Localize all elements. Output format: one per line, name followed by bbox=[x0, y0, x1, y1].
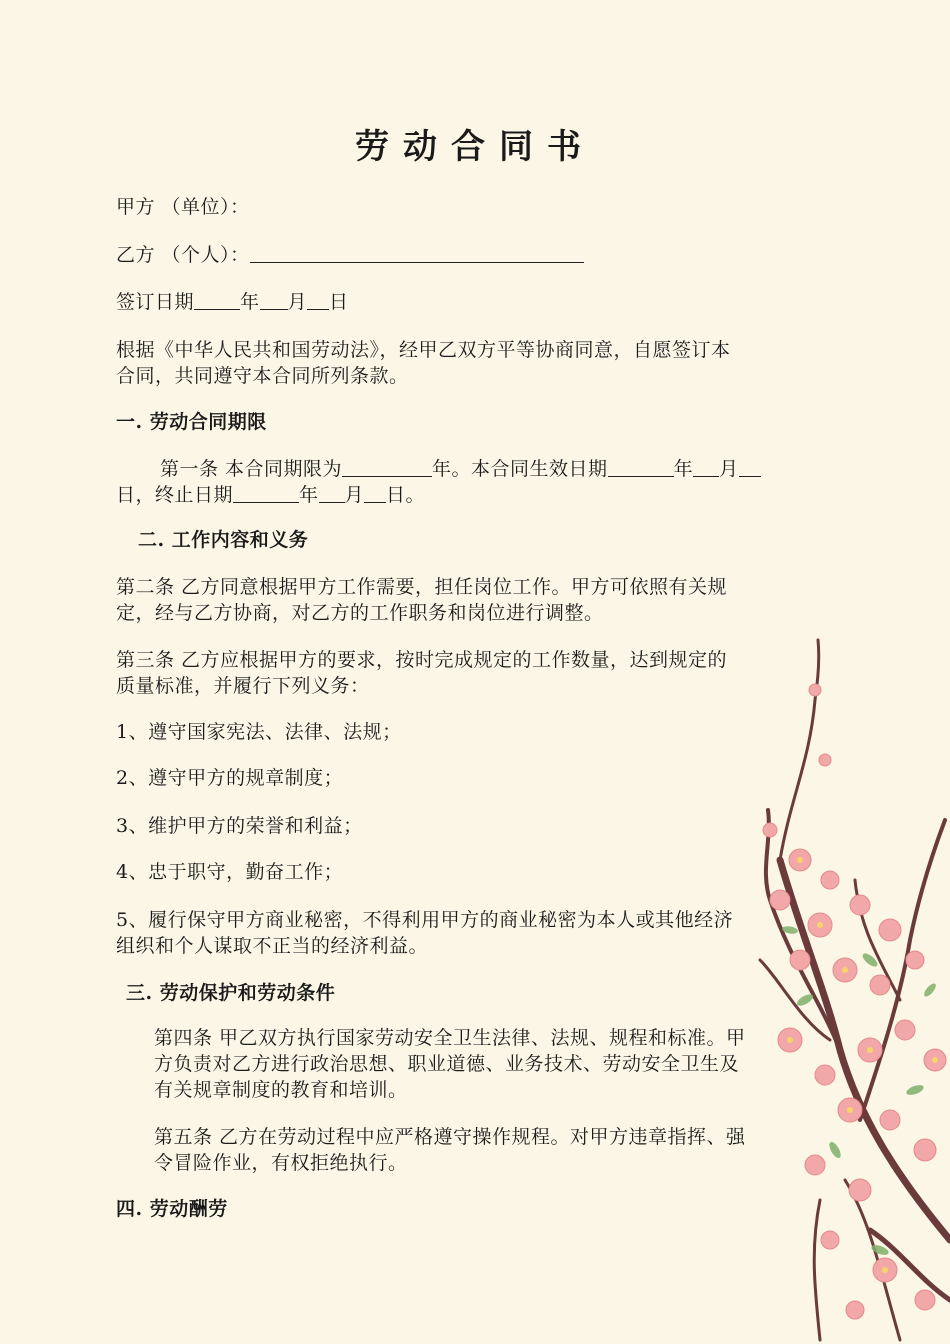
end-month-blank[interactable] bbox=[319, 482, 345, 503]
article-1-line-2 bbox=[116, 482, 425, 508]
section-2-heading: 二. 工作内容和义务 bbox=[138, 529, 309, 551]
article-5-line-2: 令冒险作业，有权拒绝执行。 bbox=[154, 1152, 408, 1174]
start-month-label: 月 bbox=[719, 458, 739, 480]
section-4-heading: 四. 劳动酬劳 bbox=[116, 1198, 228, 1220]
party-b-field bbox=[116, 242, 584, 268]
sign-year-label: 年 bbox=[240, 291, 260, 313]
end-year-blank[interactable] bbox=[233, 482, 299, 503]
sign-day-blank[interactable] bbox=[307, 289, 329, 310]
sign-date-line bbox=[116, 289, 349, 315]
article-2-line-1: 第二条 乙方同意根据甲方工作需要，担任岗位工作。甲方可依照有关规 bbox=[116, 576, 728, 598]
article-5-line-1: 第五条 乙方在劳动过程中应严格遵守操作规程。对甲方违章指挥、强 bbox=[154, 1126, 746, 1148]
sign-month-label: 月 bbox=[287, 291, 308, 313]
party-b-blank[interactable] bbox=[250, 242, 584, 263]
article-4-line-2: 方负责对乙方进行政治思想、职业道德、业务技术、劳动安全卫生及 bbox=[154, 1053, 740, 1075]
section-1-heading: 一. 劳动合同期限 bbox=[116, 411, 267, 433]
sign-year-blank[interactable] bbox=[194, 289, 240, 310]
article-1-line-1 bbox=[160, 456, 761, 482]
sign-date-prefix: 签订日期 bbox=[116, 291, 195, 313]
start-year-blank[interactable] bbox=[608, 456, 674, 477]
duty-item-5-cont: 组织和个人谋取不正当的经济利益。 bbox=[116, 935, 429, 957]
start-year-label: 年 bbox=[673, 458, 694, 480]
start-month-blank[interactable] bbox=[693, 456, 719, 477]
page-title: 劳动合同书 bbox=[355, 127, 595, 167]
section-3-heading: 三. 劳动保护和劳动条件 bbox=[126, 982, 336, 1004]
duty-item-5: 5、履行保守甲方商业秘密，不得利用甲方的商业秘密为本人或其他经济 bbox=[116, 909, 734, 931]
duty-item-1: 1、遵守国家宪法、法律、法规； bbox=[116, 721, 402, 743]
article-1-text-b: 年。本合同生效日期 bbox=[432, 458, 608, 480]
sign-month-blank[interactable] bbox=[260, 289, 288, 310]
article-3-line-1: 第三条 乙方应根据甲方的要求，按时完成规定的工作数量，达到规定的 bbox=[116, 649, 728, 671]
intro-line-2: 合同，共同遵守本合同所列条款。 bbox=[116, 365, 409, 387]
end-month-label: 月 bbox=[344, 484, 365, 506]
term-years-blank[interactable] bbox=[342, 456, 432, 477]
party-b-label: 乙方 （个人）： bbox=[116, 244, 250, 266]
end-year-label: 年 bbox=[299, 484, 319, 506]
duty-item-3: 3、维护甲方的荣誉和利益； bbox=[116, 815, 363, 837]
article-3-line-2: 质量标准，并履行下列义务： bbox=[116, 675, 370, 697]
duty-item-2: 2、遵守甲方的规章制度； bbox=[116, 767, 344, 789]
article-2-line-2: 定，经与乙方协商，对乙方的工作职务和岗位进行调整。 bbox=[116, 602, 604, 624]
article-4-line-3: 有关规章制度的教育和培训。 bbox=[154, 1079, 408, 1101]
article-1-text-a: 第一条 本合同期限为 bbox=[160, 458, 343, 480]
end-day-blank[interactable] bbox=[364, 482, 386, 503]
duty-item-4: 4、忠于职守，勤奋工作； bbox=[116, 861, 344, 883]
intro-line-1: 根据《中华人民共和国劳动法》，经甲乙双方平等协商同意，自愿签订本 bbox=[116, 339, 731, 361]
article-1-text-c: 日，终止日期 bbox=[116, 484, 234, 506]
party-a-label: 甲方 （单位）： bbox=[116, 196, 250, 218]
article-4-line-1: 第四条 甲乙双方执行国家劳动安全卫生法律、法规、规程和标准。甲 bbox=[154, 1027, 746, 1049]
end-day-label: 日。 bbox=[386, 484, 426, 506]
start-day-blank[interactable] bbox=[739, 456, 761, 477]
sign-day-label: 日 bbox=[329, 291, 349, 313]
